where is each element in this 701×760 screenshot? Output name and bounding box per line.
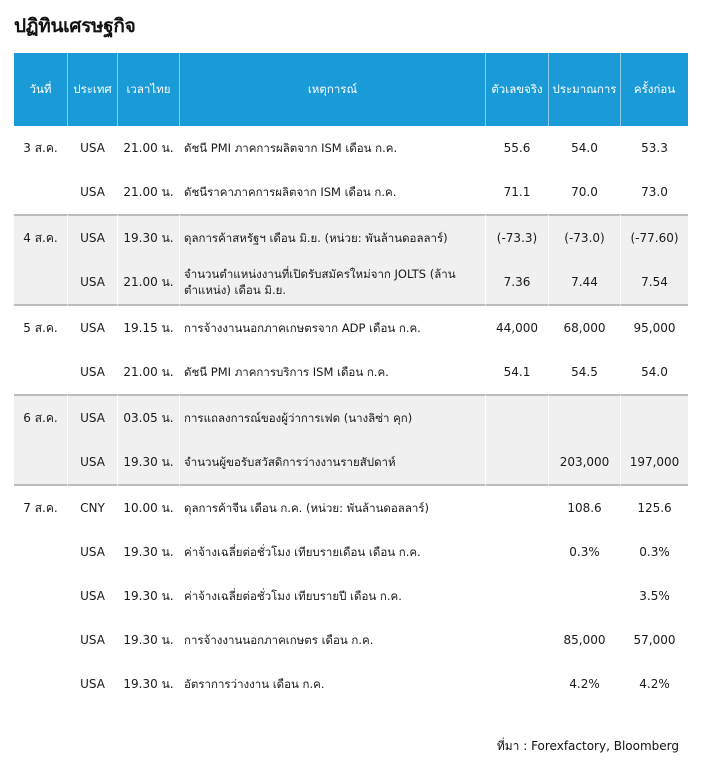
time-cell: 21.00 น. (117, 350, 179, 394)
date-cell: 5 ส.ค. (14, 304, 67, 350)
forecast-cell: 108.6 (548, 484, 620, 530)
country-cell: USA (67, 126, 117, 170)
source-note: ที่มา : Forexfactory, Bloomberg (496, 739, 679, 753)
table-row (14, 394, 688, 440)
event-cell: ดุลการค้าสหรัฐฯ เดือน มิ.ย. (หน่วย: พันล้านดอลลาร์) (179, 214, 485, 260)
country-cell: USA (67, 214, 117, 260)
forecast-cell: 68,000 (548, 304, 620, 350)
date-cell: 6 ส.ค. (14, 394, 67, 440)
time-cell: 21.00 น. (117, 126, 179, 170)
forecast-cell: 85,000 (548, 618, 620, 662)
country-cell: USA (67, 260, 117, 304)
country-cell: USA (67, 394, 117, 440)
table-row (14, 126, 688, 170)
time-cell: 19.30 น. (117, 214, 179, 260)
table-row (14, 574, 688, 618)
event-cell: การแถลงการณ์ของผู้ว่าการเฟด (นางลิซ่า คุก) (179, 394, 485, 440)
time-cell: 19.30 น. (117, 530, 179, 574)
previous-cell: 0.3% (620, 530, 688, 574)
header-actual: ตัวเลขจริง (485, 53, 548, 126)
table-row (14, 350, 688, 394)
date-cell: 3 ส.ค. (14, 126, 67, 170)
date-cell (14, 260, 67, 304)
actual-cell: 54.1 (485, 350, 548, 394)
actual-cell: 7.36 (485, 260, 548, 304)
header-forecast: ประมาณการ (548, 53, 620, 126)
actual-cell (485, 574, 548, 618)
page-title: ปฏิทินเศรษฐกิจ (14, 15, 136, 37)
actual-cell: 55.6 (485, 126, 548, 170)
date-cell: 7 ส.ค. (14, 484, 67, 530)
previous-cell: 125.6 (620, 484, 688, 530)
actual-cell (485, 662, 548, 706)
event-cell: ดัชนี PMI ภาคการบริการ ISM เดือน ก.ค. (179, 350, 485, 394)
table-row (14, 440, 688, 484)
time-cell: 19.30 น. (117, 662, 179, 706)
time-cell: 21.00 น. (117, 260, 179, 304)
actual-cell: (-73.3) (485, 214, 548, 260)
event-cell: ดัชนีราคาภาคการผลิตจาก ISM เดือน ก.ค. (179, 170, 485, 214)
previous-cell: 4.2% (620, 662, 688, 706)
country-cell: USA (67, 170, 117, 214)
country-cell: USA (67, 530, 117, 574)
forecast-cell: 203,000 (548, 440, 620, 484)
economic-calendar-table (14, 53, 688, 706)
table-row (14, 304, 688, 350)
previous-cell: 57,000 (620, 618, 688, 662)
header-previous: ครั้งก่อน (620, 53, 688, 126)
table-row (14, 662, 688, 706)
forecast-cell: 54.5 (548, 350, 620, 394)
table-row (14, 170, 688, 214)
header-date: วันที่ (14, 53, 67, 126)
forecast-cell: (-73.0) (548, 214, 620, 260)
forecast-cell (548, 574, 620, 618)
date-cell (14, 350, 67, 394)
actual-cell (485, 440, 548, 484)
country-cell: USA (67, 574, 117, 618)
date-cell (14, 440, 67, 484)
date-cell: 4 ส.ค. (14, 214, 67, 260)
country-cell: USA (67, 440, 117, 484)
table-row (14, 530, 688, 574)
country-cell: CNY (67, 484, 117, 530)
event-cell: ดัชนี PMI ภาคการผลิตจาก ISM เดือน ก.ค. (179, 126, 485, 170)
forecast-cell: 4.2% (548, 662, 620, 706)
time-cell: 03.05 น. (117, 394, 179, 440)
forecast-cell: 0.3% (548, 530, 620, 574)
table-header-row (14, 53, 688, 126)
date-cell (14, 574, 67, 618)
country-cell: USA (67, 350, 117, 394)
event-cell: จำนวนตำแหน่งงานที่เปิดรับสมัครใหม่จาก JOLTS (ล้านตำแหน่ง) เดือน มิ.ย. (179, 260, 485, 304)
forecast-cell: 7.44 (548, 260, 620, 304)
table-row (14, 214, 688, 260)
event-cell: ค่าจ้างเฉลี่ยต่อชั่วโมง เทียบรายปี เดือน ก.ค. (179, 574, 485, 618)
table-row (14, 484, 688, 530)
actual-cell (485, 530, 548, 574)
header-country: ประเทศ (67, 53, 117, 126)
actual-cell: 71.1 (485, 170, 548, 214)
time-cell: 21.00 น. (117, 170, 179, 214)
event-cell: การจ้างงานนอกภาคเกษตรจาก ADP เดือน ก.ค. (179, 304, 485, 350)
forecast-cell: 54.0 (548, 126, 620, 170)
event-cell: ดุลการค้าจีน เดือน ก.ค. (หน่วย: พันล้านดอลลาร์) (179, 484, 485, 530)
forecast-cell: 70.0 (548, 170, 620, 214)
previous-cell: 53.3 (620, 126, 688, 170)
time-cell: 19.30 น. (117, 574, 179, 618)
actual-cell (485, 484, 548, 530)
event-cell: จำนวนผู้ขอรับสวัสดิการว่างงานรายสัปดาห์ (179, 440, 485, 484)
date-cell (14, 530, 67, 574)
previous-cell: 73.0 (620, 170, 688, 214)
time-cell: 19.15 น. (117, 304, 179, 350)
country-cell: USA (67, 304, 117, 350)
header-event: เหตุการณ์ (179, 53, 485, 126)
previous-cell (620, 394, 688, 440)
date-cell (14, 170, 67, 214)
previous-cell: 95,000 (620, 304, 688, 350)
event-cell: การจ้างงานนอกภาคเกษตร เดือน ก.ค. (179, 618, 485, 662)
previous-cell: 197,000 (620, 440, 688, 484)
date-cell (14, 618, 67, 662)
date-cell (14, 662, 67, 706)
country-cell: USA (67, 618, 117, 662)
actual-cell: 44,000 (485, 304, 548, 350)
header-time: เวลาไทย (117, 53, 179, 126)
time-cell: 19.30 น. (117, 440, 179, 484)
event-cell: ค่าจ้างเฉลี่ยต่อชั่วโมง เทียบรายเดือน เดือน ก.ค. (179, 530, 485, 574)
previous-cell: 54.0 (620, 350, 688, 394)
table-row (14, 260, 688, 304)
time-cell: 10.00 น. (117, 484, 179, 530)
event-cell: อัตราการว่างงาน เดือน ก.ค. (179, 662, 485, 706)
previous-cell: 3.5% (620, 574, 688, 618)
actual-cell (485, 394, 548, 440)
previous-cell: 7.54 (620, 260, 688, 304)
time-cell: 19.30 น. (117, 618, 179, 662)
country-cell: USA (67, 662, 117, 706)
table-row (14, 618, 688, 662)
actual-cell (485, 618, 548, 662)
forecast-cell (548, 394, 620, 440)
previous-cell: (-77.60) (620, 214, 688, 260)
